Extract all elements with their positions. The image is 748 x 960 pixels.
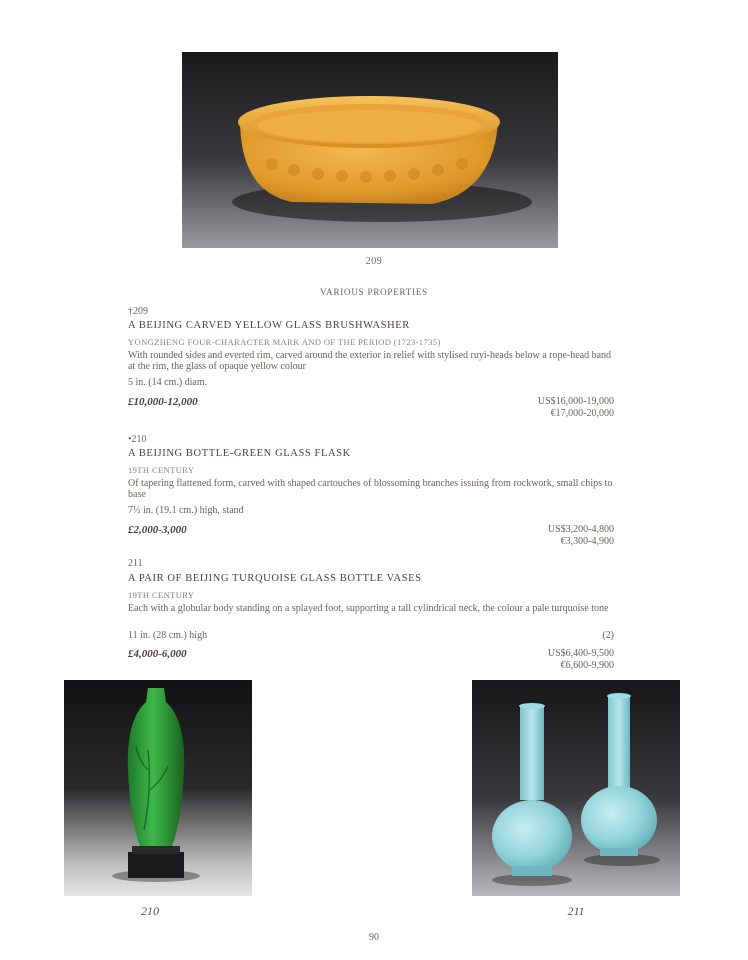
lot-title: A PAIR OF BEIJING TURQUOISE GLASS BOTTLE VASES: [128, 573, 422, 584]
conversion-usd: US$6,400-9,500: [547, 648, 614, 659]
photo-turquoise-vases: [472, 680, 680, 896]
lot-conversions: [464, 396, 614, 420]
lot-subtitle: 19TH CENTURY: [128, 590, 195, 600]
lot-title: A BEIJING CARVED YELLOW GLASS BRUSHWASHER: [128, 320, 410, 331]
lot-description: Each with a globular body standing on a splayed foot, supporting a tall cylindrical neck, the colour a pale turquoise tone: [128, 603, 609, 614]
photo-green-flask: [64, 680, 252, 896]
lot-description: With rounded sides and everted rim, carved around the exterior in relief with stylised ruyi-heads below a rope-head band at the rim, the glass of opaque yellow colour: [128, 350, 612, 372]
conversion-eur: €17,000-20,000: [550, 408, 614, 419]
lot-conversions: [464, 648, 614, 672]
conversion-eur: €3,300-4,900: [560, 536, 614, 547]
photo-brushwasher: [182, 52, 558, 248]
lot-title: A BEIJING BOTTLE-GREEN GLASS FLASK: [128, 448, 351, 459]
photo-caption: 210: [141, 904, 159, 918]
lot-quantity: (2): [602, 630, 614, 641]
lot-number: †209: [128, 306, 148, 317]
lot-subtitle: YONGZHENG FOUR-CHARACTER MARK AND OF THE PERIOD (1723-1735): [128, 337, 441, 347]
lot-estimate: £10,000-12,000: [128, 396, 198, 408]
lot-description: Of tapering flattened form, carved with shaped cartouches of blossoming branches issuing from rockwork, small chips to base: [128, 478, 613, 500]
lot-dimensions: 5 in. (14 cm.) diam.: [128, 377, 208, 388]
lot-estimate: £4,000-6,000: [128, 648, 187, 660]
page-number: 90: [369, 932, 379, 943]
lot-number: •210: [128, 434, 147, 445]
photo-caption: 211: [567, 904, 585, 918]
lot-number: 211: [128, 558, 143, 569]
lot-dimensions: 11 in. (28 cm.) high: [128, 630, 208, 641]
section-heading: VARIOUS PROPERTIES: [320, 287, 428, 297]
photo-caption: 209: [365, 256, 383, 267]
lot-conversions: [464, 524, 614, 548]
conversion-usd: US$16,000-19,000: [537, 396, 614, 407]
lot-subtitle: 19TH CENTURY: [128, 465, 195, 475]
conversion-usd: US$3,200-4,800: [547, 524, 614, 535]
lot-dimensions: 7½ in. (19.1 cm.) high, stand: [128, 505, 244, 516]
lot-estimate: £2,000-3,000: [128, 524, 187, 536]
conversion-eur: €6,600-9,900: [560, 660, 614, 671]
